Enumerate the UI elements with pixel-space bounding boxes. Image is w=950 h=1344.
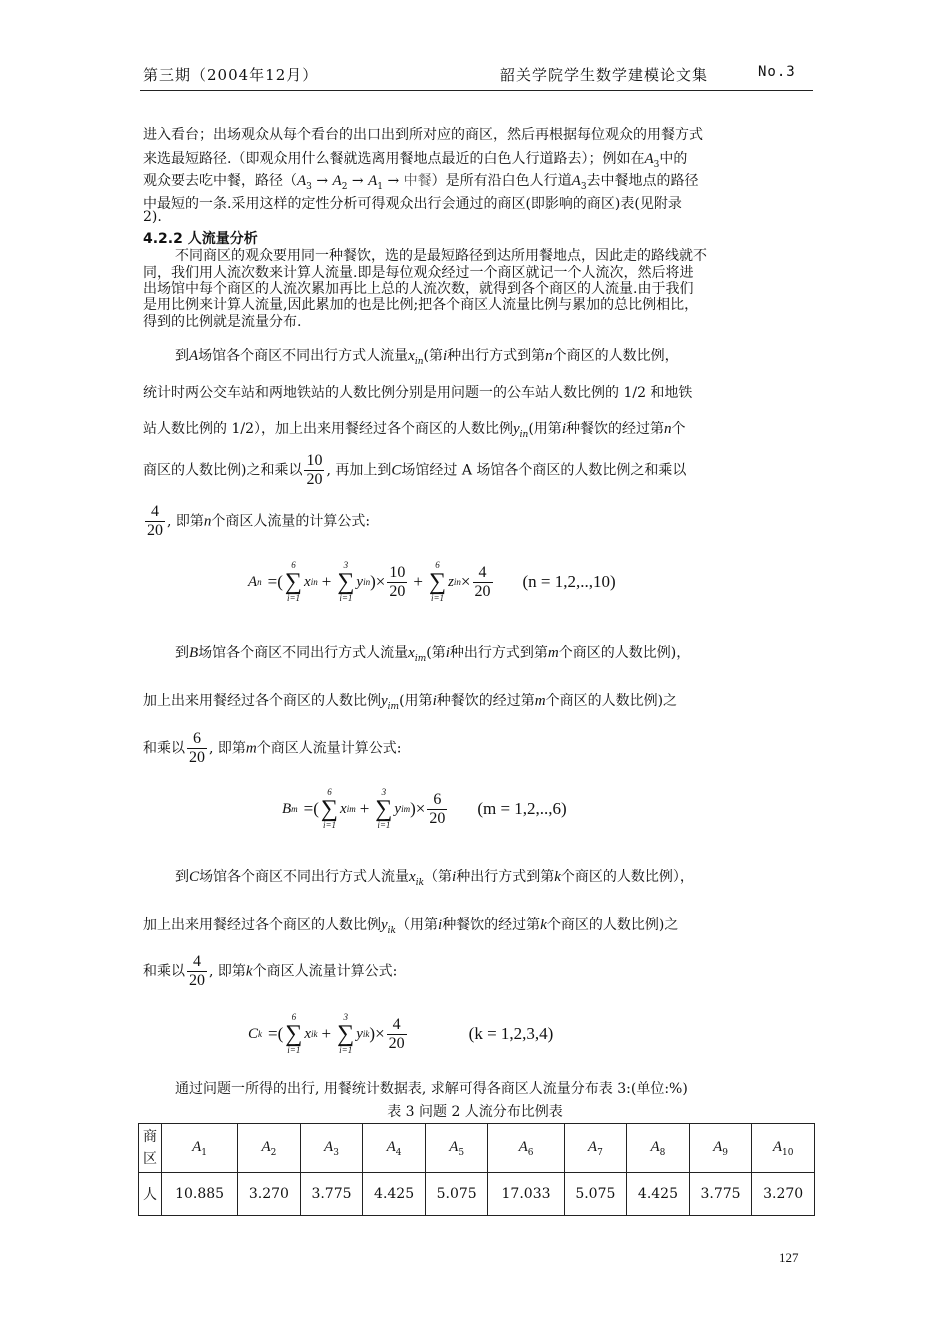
value-cell: 4.425 bbox=[363, 1173, 426, 1216]
value-cell: 3.775 bbox=[689, 1173, 752, 1216]
value-cell: 3.270 bbox=[752, 1173, 815, 1216]
paraA-line4: 商区的人数比例)之和乘以 $\frac{10}{20}$ , 再加上到C场馆经过 A 场馆各个商区的人数比例之和乘以 bbox=[143, 452, 687, 488]
value-cell: 10.885 bbox=[162, 1173, 238, 1216]
para1-line3: 观众要去吃中餐，路径（$A_3 \to A_2 \to A_1$ → 中餐）是所有沿白色人行道$A_3$去中餐地点的路径 bbox=[143, 173, 699, 192]
table-row bbox=[139, 1173, 815, 1216]
paraB-line1: 到B场馆各个商区不同出行方式人流量$x_{im}$(第i种出行方式到第m个商区的人数比例)， bbox=[175, 645, 691, 664]
header-cell: $A_1$ bbox=[162, 1124, 238, 1173]
page-number: 127 bbox=[779, 1250, 799, 1265]
para1-line2: 来选最短路径.（即观众用什么餐就选离用餐地点最近的白色人行道路去）；例如在$A_3$中的 bbox=[143, 151, 688, 170]
fraction-4-20: $\frac{4}{20}$ bbox=[147, 503, 163, 539]
header-cell: $A_3$ bbox=[300, 1124, 363, 1173]
closing-text: 通过问题一所得的出行, 用餐统计数据表, 求解可得各商区人流量分布表 3:(单位:%) bbox=[175, 1081, 688, 1097]
sum-sign: 3 ∑ i=1 bbox=[375, 787, 393, 830]
para2-line1: 不同商区的观众要用同一种餐饮，选的是最短路径到达所用餐地点，因此走的路线就不 bbox=[175, 248, 707, 264]
para2-line2: 同，我们用人流次数来计算人流量.即是每位观众经过一个商区就记一个人流次，然后将进 bbox=[143, 265, 694, 281]
paraC-line3: 和乘以 $\frac{4}{20}$ , 即第k个商区人流量计算公式: bbox=[143, 953, 398, 989]
header-cell: $A_5$ bbox=[425, 1124, 488, 1173]
header-cell: $A_6$ bbox=[488, 1124, 564, 1173]
value-cell: 5.075 bbox=[425, 1173, 488, 1216]
header-cell: $A_8$ bbox=[627, 1124, 690, 1173]
paraB-line2: 加上出来用餐经过各个商区的人数比例$y_{im}$(用第i种餐饮的经过第m个商区的人数比例)之 bbox=[143, 693, 678, 712]
sum-sign: 6 ∑ i=1 bbox=[320, 787, 339, 830]
formula-C-range: (k = 1,2,3,4) bbox=[468, 1024, 554, 1043]
table-3 bbox=[138, 1123, 815, 1216]
header-cell: $A_4$ bbox=[363, 1124, 426, 1173]
para1-line1: 进入看台；出场观众从每个看台的出口出到所对应的商区，然后再根据每位观众的用餐方式 bbox=[143, 127, 703, 143]
header-number: No.3 bbox=[758, 64, 796, 80]
formula-B-range: (m = 1,2,..,6) bbox=[477, 799, 567, 818]
value-cell: 4.425 bbox=[627, 1173, 690, 1216]
fraction-6-20: $\frac{6}{20}$ bbox=[189, 730, 205, 766]
section-heading: 4.2.2 人流量分析 bbox=[143, 231, 258, 247]
value-cell: 3.270 bbox=[238, 1173, 301, 1216]
para2-line5: 得到的比例就是流量分布. bbox=[143, 314, 302, 330]
value-cell: 3.775 bbox=[300, 1173, 363, 1216]
header-label-cell: 商区 bbox=[139, 1124, 162, 1173]
para2-line3: 出场馆中每个商区的人流次累加再比上总的人流次数，就得到各个商区的人流量.由于我们 bbox=[143, 281, 694, 297]
sum-sign: 6 ∑ i=1 bbox=[428, 560, 447, 603]
value-cell: 5.075 bbox=[564, 1173, 627, 1216]
table-caption: 表 3 问题 2 人流分布比例表 bbox=[387, 1104, 563, 1120]
para2-line4: 是用比例来计算人流量,因此累加的也是比例;把各个商区人流量比例与累加的总比例相比， bbox=[143, 297, 699, 313]
formula-A-range: (n = 1,2,..,10) bbox=[522, 572, 616, 591]
paraA-line3: 站人数比例的 1/2），加上出来用餐经过各个商区的人数比例$y_{in}$(用第i种餐饮的经过第n个 bbox=[143, 421, 686, 440]
header-cell: $A_9$ bbox=[689, 1124, 752, 1173]
paraC-line1: 到C场馆各个商区不同出行方式人流量$x_{ik}$（第i种出行方式到第k个商区的人数比例）， bbox=[175, 869, 694, 888]
paraA-line5: $\frac{4}{20}$ , 即第n个商区人流量的计算公式: bbox=[147, 503, 371, 539]
header-cell: $A_7$ bbox=[564, 1124, 627, 1173]
para1-line5: 2). bbox=[143, 209, 162, 225]
paraA-line1: 到A场馆各个商区不同出行方式人流量$x_{in}$(第i种出行方式到第n个商区的人数比例， bbox=[175, 348, 679, 367]
paraC-line2: 加上出来用餐经过各个商区的人数比例$y_{ik}$（用第i种餐饮的经过第k个商区的人数比例)之 bbox=[143, 917, 679, 936]
header-title: 韶关学院学生数学建模论文集 bbox=[500, 66, 709, 84]
table-header-row bbox=[139, 1124, 815, 1173]
paraA-line2: 统计时两公交车站和两地铁站的人数比例分别是用问题一的公车站人数比例的 1/2 和地铁 bbox=[143, 385, 693, 401]
formula-A: A n =( 6 ∑ i=1 x in + 3 ∑ i=1 y in )× $\frac{10}{20}$ + 6 ∑ i=1 z in × $\frac{4}{20}$ (n = 1,2,..,10) bbox=[248, 560, 616, 603]
value-cell: 17.033 bbox=[488, 1173, 564, 1216]
sum-sign: 3 ∑ i=1 bbox=[337, 560, 355, 603]
sum-sign: 6 ∑ i=1 bbox=[285, 1012, 303, 1055]
fraction-10-20: $\frac{10}{20}$ bbox=[306, 452, 323, 488]
sum-sign: 6 ∑ i=1 bbox=[284, 560, 303, 603]
header-cell: $A_{10}$ bbox=[752, 1124, 815, 1173]
fraction-4-20: $\frac{4}{20}$ bbox=[189, 953, 205, 989]
formula-B: B m =( 6 ∑ i=1 x im + 3 ∑ i=1 y im )× $\frac{6}{20}$ (m = 1,2,..,6) bbox=[282, 787, 567, 830]
header-cell: $A_2$ bbox=[238, 1124, 301, 1173]
header-issue: 第三期（2004年12月） bbox=[143, 66, 319, 84]
paraB-line3: 和乘以 $\frac{6}{20}$ , 即第m个商区人流量计算公式: bbox=[143, 730, 402, 766]
sum-sign: 3 ∑ i=1 bbox=[337, 1012, 355, 1055]
header-rule bbox=[140, 90, 813, 91]
row-label-cell: 人 bbox=[139, 1173, 162, 1216]
formula-C: C k =( 6 ∑ i=1 x ik + 3 ∑ i=1 y ik )× $\frac{4}{20}$ (k = 1,2,3,4) bbox=[248, 1012, 554, 1055]
para1-line4: 中最短的一条.采用这样的定性分析可得观众出行会通过的商区(即影响的商区)表(见附录 bbox=[143, 196, 682, 212]
